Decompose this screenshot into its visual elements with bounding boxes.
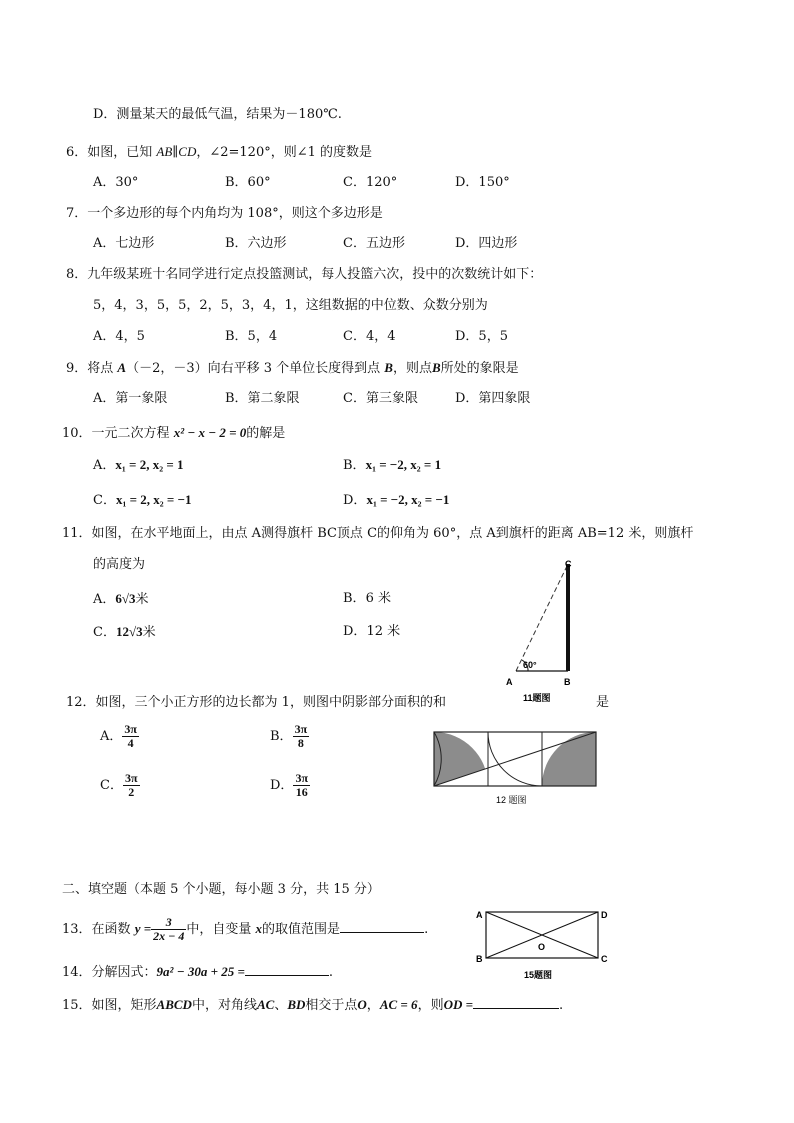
label-b: B (476, 954, 483, 964)
q7-option-d: D．四边形 (455, 236, 518, 251)
q8-option-c: C．4，4 (343, 329, 396, 344)
q6-option-b: B．60° (225, 175, 271, 190)
q6-option-a: A．30° (93, 175, 139, 190)
q12-option-d: D． $\frac{3\pi}{16}$ (270, 771, 309, 799)
q6-option-d: D．150° (455, 175, 510, 190)
section-2-title: 二、填空题（本题 5 个小题，每小题 3 分，共 15 分） (62, 882, 380, 897)
q5-option-d: D．测量某天的最低气温，结果为－180℃. (93, 107, 342, 122)
q10-stem: 10．一元二次方程 x² − x − 2 = 0的解是 (62, 425, 286, 441)
q12-option-b: B． $\frac{3\pi}{8}$ (270, 722, 308, 750)
label-a: A (476, 910, 483, 920)
label-angle: 60° (523, 660, 537, 670)
q8-option-d: D．5，5 (455, 329, 508, 344)
q9-option-b: B．第二象限 (225, 391, 300, 406)
q11-option-a: A．6√3米 (93, 591, 149, 607)
q9-option-d: D．第四象限 (455, 391, 531, 406)
q11-option-c: C．12√3米 (93, 624, 156, 640)
q14-stem: 14．分解因式：9a² − 30a + 25 = . (62, 964, 334, 980)
figure-11-flagpole (496, 556, 586, 706)
label-d: D (601, 910, 608, 920)
label-c: C (601, 954, 608, 964)
q10-option-b: B．x₁ = −2, x₂ = 1 (343, 457, 442, 473)
q12-stem-end: 是 (596, 695, 610, 710)
figure-12-caption: 12 题图 (496, 795, 527, 805)
label-c: C (565, 559, 572, 569)
figure-15-caption: 15题图 (524, 970, 553, 980)
q9-option-a: A．第一象限 (93, 391, 168, 406)
q10-option-c: C．x₁ = 2, x₂ = −1 (93, 492, 192, 508)
figure-15-rectangle (474, 906, 614, 986)
q9-stem: 9．将点 A（－2，－3）向右平移 3 个单位长度得到点 B，则点B所处的象限是 (66, 360, 519, 376)
q14-answer-blank[interactable] (245, 963, 329, 976)
q6-option-c: C．120° (343, 175, 398, 190)
q7-option-a: A．七边形 (93, 236, 155, 251)
q10-option-d: D．x₁ = −2, x₂ = −1 (343, 492, 450, 508)
q7-option-b: B．六边形 (225, 236, 287, 251)
q13-stem: 13．在函数 y = $\frac{3}{2x - 4}$ 中，自变量 x的取值范围是 . (62, 915, 429, 943)
q12-option-c: C． $\frac{3\pi}{2}$ (100, 771, 138, 799)
label-o: O (538, 942, 546, 952)
q8-stem: 8．九年级某班十名同学进行定点投篮测试，每人投篮六次，投中的次数统计如下： (66, 267, 543, 282)
q11-option-d: D．12 米 (343, 624, 401, 639)
q8-data-line: 5，4，3，5，5，2，5，3，4，1，这组数据的中位数、众数分别为 (93, 298, 488, 313)
label-a: A (506, 677, 513, 687)
q9-option-c: C．第三象限 (343, 391, 418, 406)
q6-stem: 6．如图，已知 AB∥CD，∠2=120°，则∠1 的度数是 (66, 144, 373, 160)
label-b: B (564, 677, 571, 687)
q10-option-a: A．x₁ = 2, x₂ = 1 (93, 457, 184, 473)
q7-stem: 7．一个多边形的每个内角均为 108°，则这个多边形是 (66, 206, 383, 221)
q11-stem: 11．如图，在水平地面上，由点 A测得旗杆 BC顶点 C的仰角为 60°，点 A到旗杆的距离 AB=12 米，则旗杆 (62, 526, 694, 541)
sight-line (516, 564, 568, 671)
q11-stem-cont: 的高度为 (93, 557, 146, 572)
q15-stem: 15．如图，矩形ABCD中，对角线AC、BD相交于点O，AC = 6，则OD = . (62, 997, 564, 1013)
q12-option-a: A． $\frac{3\pi}{4}$ (100, 722, 137, 750)
q12-stem: 12．如图，三个小正方形的边长都为 1，则图中阴影部分面积的和 (66, 695, 446, 710)
q7-option-c: C．五边形 (343, 236, 405, 251)
q15-answer-blank[interactable] (473, 996, 559, 1009)
q8-option-a: A．4，5 (93, 329, 145, 344)
shaded-sector-right (542, 732, 596, 786)
q8-option-b: B．5，4 (225, 329, 278, 344)
figure-11-caption: 11题图 (523, 693, 551, 703)
figure-12-squares (430, 728, 602, 810)
q13-answer-blank[interactable] (340, 920, 424, 933)
q11-option-b: B．6 米 (343, 591, 391, 606)
